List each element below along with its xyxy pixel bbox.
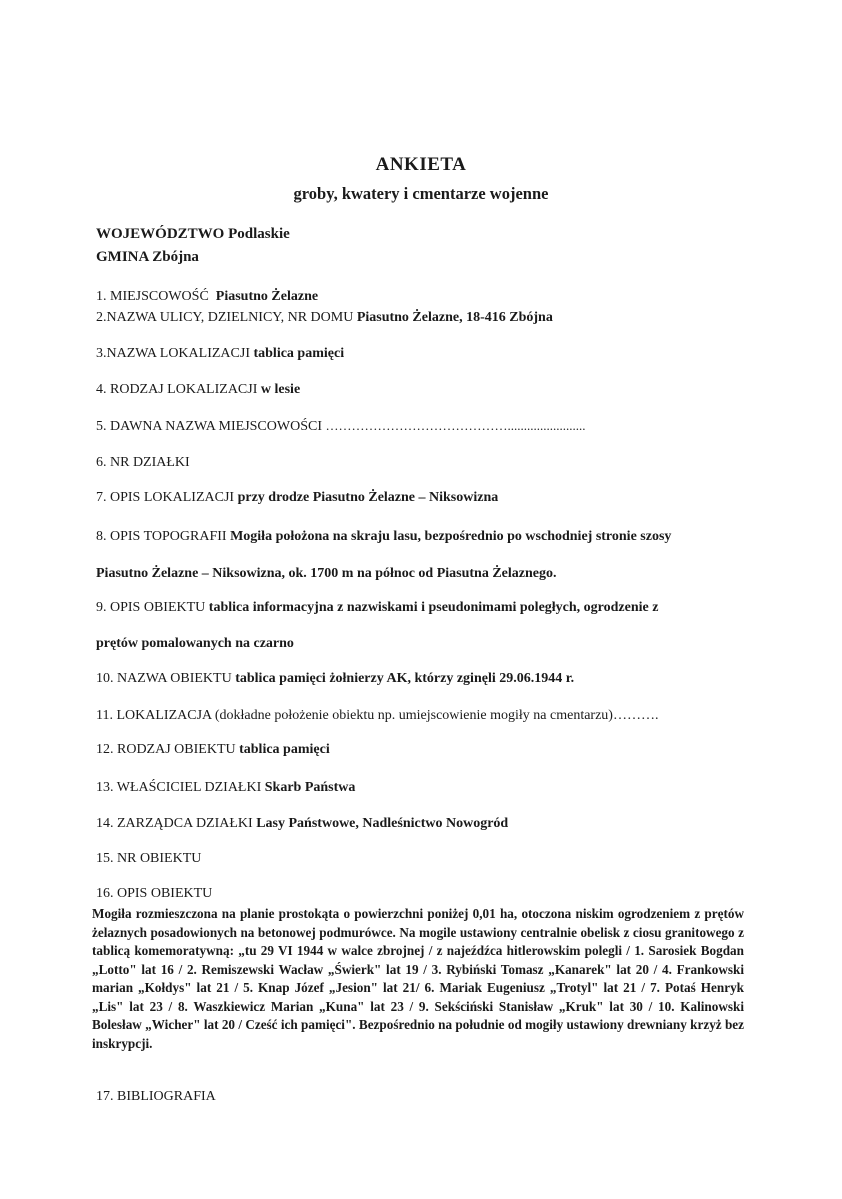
- field-5-label: 5. DAWNA NAZWA MIEJSCOWOŚCI: [96, 419, 322, 434]
- field-8: [96, 529, 671, 545]
- field-7-label: 7. OPIS LOKALIZACJI: [96, 490, 235, 505]
- field-16-value: Mogiła rozmieszczona na planie prostokąta o powierzchni poniżej 0,01 ha, otoczona niskim ogrodzeniem z prętów żelaznych posadowionych na betonowej podmurówce. Na mogile ustawiony centralnie obelisk z ciosu granitowego z tablicą komemoratywną: „tu 29 VI 1944 w walce zbrojnej / z najeźdźca hitlerowskim polegli / 1. Sarosiek Bogdan „Lotto" lat 16 / 2. Remiszewski Wacław „Świerk" lat 19 / 3. Rybiński Tomasz „Kanarek" lat 20 / 4. Frankowski marian „Kołdys" lat 21 / 5. Knap Józef „Jesion" lat 21/ 6. Mariak Eugeniusz „Trotyl" lat 21 / 7. Potaś Henryk „Lis" lat 23 / 8. Waszkiewicz Marian „Kuna" lat 23 / 9. Sekściński Stanisław „Kruk" lat 30 / 10. Kalinowski Bolesław „Wicher" lat 20 / Cześć ich pamięci". Bezpośrednio na południe od mogiły ustawiony drewniany krzyż bez inskrypcji.: [92, 906, 744, 1051]
- region-line: [96, 226, 290, 243]
- field-14-label: 14. ZARZĄDCA DZIAŁKI: [96, 816, 253, 831]
- field-17: [96, 1089, 216, 1105]
- field-14-value: Lasy Państwowe, Nadleśnictwo Nowogród: [256, 816, 509, 831]
- field-6: [96, 455, 190, 471]
- field-3-value: tablica pamięci: [253, 346, 345, 361]
- field-11-value: ……….: [612, 708, 659, 723]
- field-3-label: 3.NAZWA LOKALIZACJI: [96, 346, 250, 361]
- commune-value: Zbójna: [152, 249, 199, 265]
- field-4-value: w lesie: [260, 382, 301, 397]
- field-12: [96, 742, 330, 758]
- field-9-label: 9. OPIS OBIEKTU: [96, 600, 206, 615]
- field-13-label: 13. WŁAŚCICIEL DZIAŁKI: [96, 780, 262, 795]
- field-12-label: 12. RODZAJ OBIEKTU: [96, 742, 236, 757]
- field-3: [96, 346, 344, 362]
- field-5: [96, 418, 586, 435]
- field-5-value: ……………………………………........................: [325, 418, 586, 433]
- field-9-value-line2: prętów pomalowanych na czarno: [96, 636, 294, 651]
- field-11-label: 11. LOKALIZACJA (dokładne położenie obiektu np. umiejscowienie mogiły na cmentarzu): [96, 708, 613, 723]
- region-value: Podlaskie: [228, 226, 290, 242]
- field-12-value: tablica pamięci: [239, 742, 330, 757]
- field-1: [96, 289, 318, 305]
- region-label: WOJEWÓDZTWO: [96, 226, 225, 242]
- field-8-value-line2: Piasutno Żelazne – Niksowizna, ok. 1700 m na północ od Piasutna Żelaznego.: [96, 566, 557, 581]
- field-10-value: tablica pamięci żołnierzy AK, którzy zginęli 29.06.1944 r.: [235, 671, 575, 686]
- field-8-value: Mogiła położona na skraju lasu, bezpośrednio po wschodniej stronie szosy: [230, 529, 672, 544]
- field-17-label: 17. BIBLIOGRAFIA: [96, 1089, 216, 1104]
- field-2: [96, 310, 553, 326]
- field-11: [96, 708, 658, 724]
- field-9-value: tablica informacyjna z nazwiskami i pseudonimami poległych, ogrodzenie z: [208, 600, 659, 615]
- field-15-label: 15. NR OBIEKTU: [96, 851, 202, 866]
- field-16: [96, 886, 212, 902]
- field-2-value: Piasutno Żelazne, 18-416 Zbójna: [356, 310, 553, 325]
- field-4: [96, 382, 300, 398]
- field-4-label: 4. RODZAJ LOKALIZACJI: [96, 382, 258, 397]
- document-subtitle: groby, kwatery i cmentarze wojenne: [293, 184, 549, 203]
- commune-label: GMINA: [96, 249, 149, 265]
- field-15: [96, 851, 201, 867]
- field-14: [96, 816, 508, 832]
- field-10-label: 10. NAZWA OBIEKTU: [96, 671, 232, 686]
- field-1-label: 1. MIEJSCOWOŚĆ: [96, 289, 209, 304]
- field-6-label: 6. NR DZIAŁKI: [96, 455, 190, 470]
- field-13-value: Skarb Państwa: [264, 780, 356, 795]
- field-7: [96, 490, 498, 506]
- field-7-value: przy drodze Piasutno Żelazne – Niksowizna: [237, 490, 499, 505]
- field-2-label: 2.NAZWA ULICY, DZIELNICY, NR DOMU: [96, 310, 354, 325]
- field-1-value: Piasutno Żelazne: [215, 289, 319, 304]
- field-10: [96, 671, 574, 687]
- document-title: ANKIETA: [375, 154, 467, 175]
- commune-line: [96, 249, 199, 266]
- field-9: [96, 600, 658, 616]
- field-16-label: 16. OPIS OBIEKTU: [96, 886, 213, 901]
- field-13: [96, 780, 355, 796]
- field-8-label: 8. OPIS TOPOGRAFII: [96, 529, 227, 544]
